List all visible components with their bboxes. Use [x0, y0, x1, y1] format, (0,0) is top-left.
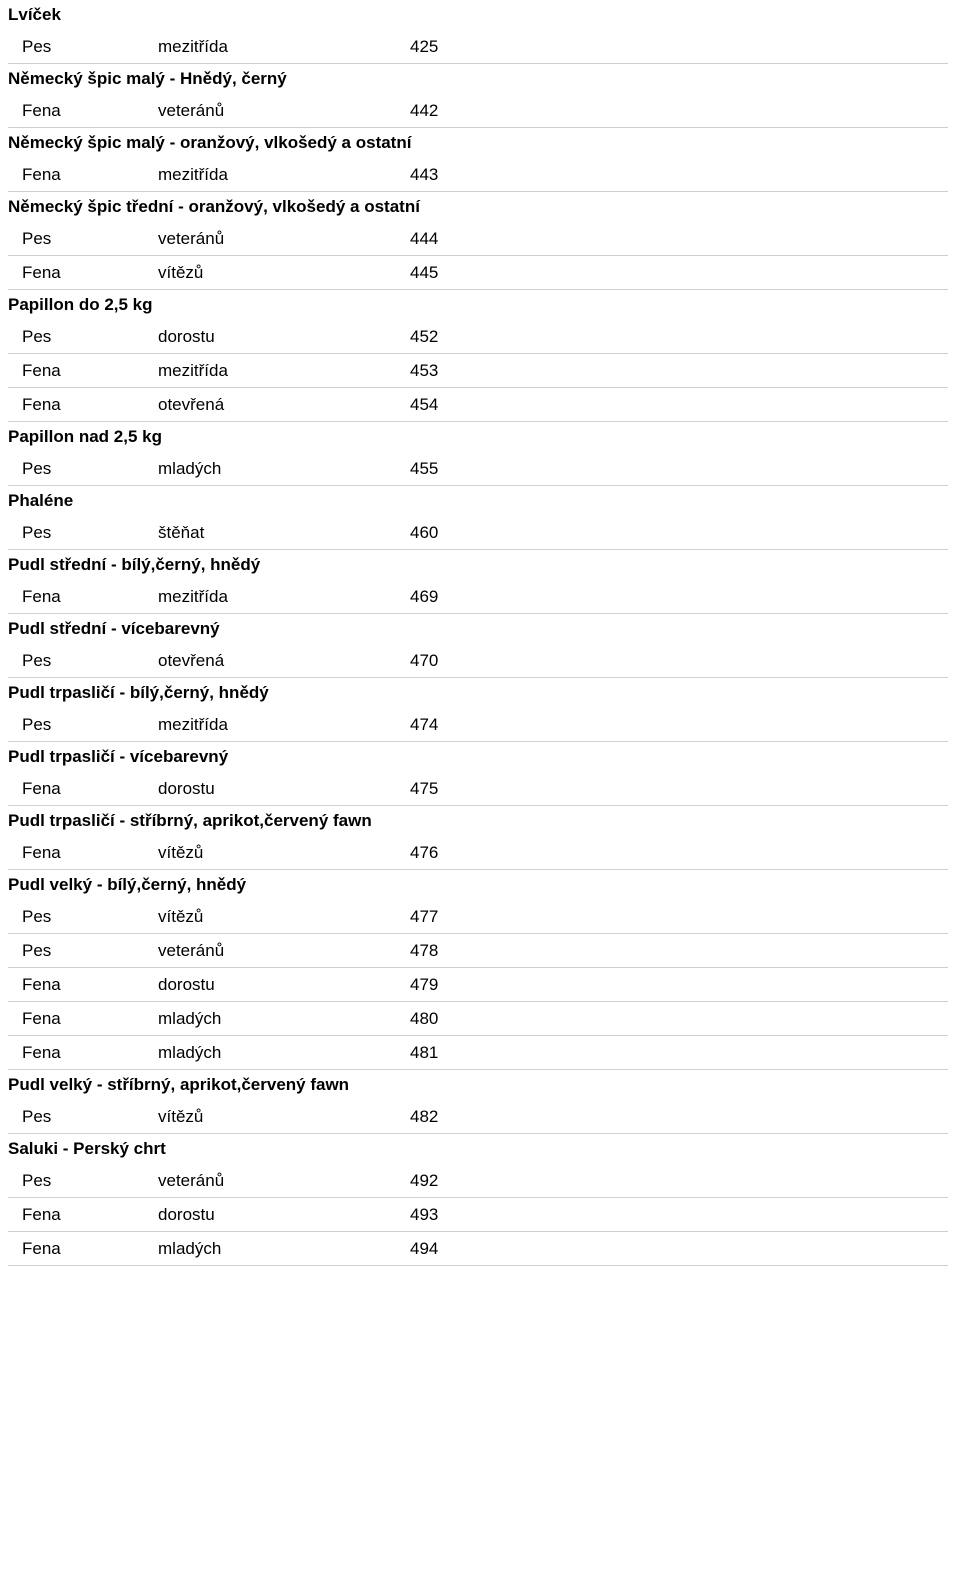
entry-class: mladých — [158, 459, 222, 478]
entry-number: 478 — [410, 941, 439, 960]
entry-sex: Pes — [22, 907, 52, 926]
entry-row — [8, 1100, 948, 1134]
entry-class: štěňat — [158, 523, 205, 542]
entry-row — [8, 320, 948, 354]
entry-sex: Pes — [22, 1171, 52, 1190]
entry-number: 492 — [410, 1171, 439, 1190]
entry-sex: Fena — [22, 1009, 61, 1028]
entry-sex: Pes — [22, 1107, 52, 1126]
breed-heading: Pudl velký - stříbrný, aprikot,červený fawn — [8, 1075, 350, 1094]
entry-class: veteránů — [158, 941, 225, 960]
breed-group — [0, 742, 960, 806]
breed-heading: Německý špic malý - Hnědý, černý — [8, 69, 287, 88]
entry-class: mezitřída — [158, 361, 228, 380]
breed-heading: Pudl střední - vícebarevný — [8, 619, 220, 638]
entry-sex: Pes — [22, 229, 52, 248]
entry-row — [8, 452, 948, 486]
entry-number: 453 — [410, 361, 439, 380]
entry-class: vítězů — [158, 1107, 204, 1126]
breed-group — [0, 550, 960, 614]
entry-sex: Fena — [22, 1205, 61, 1224]
entry-number: 494 — [410, 1239, 439, 1258]
entry-class: mezitřída — [158, 37, 228, 56]
entry-number: 470 — [410, 651, 439, 670]
breed-heading: Papillon do 2,5 kg — [8, 295, 153, 314]
entry-row — [8, 1198, 948, 1232]
entry-number: 443 — [410, 165, 439, 184]
breed-group — [0, 128, 960, 192]
entry-row — [8, 934, 948, 968]
entry-row — [8, 580, 948, 614]
entry-sex: Fena — [22, 1043, 61, 1062]
breed-heading: Pudl střední - bílý,černý, hnědý — [8, 555, 261, 574]
entry-row — [8, 222, 948, 256]
entry-number: 480 — [410, 1009, 439, 1028]
entry-class: veteránů — [158, 1171, 225, 1190]
entry-row — [8, 1164, 948, 1198]
entry-sex: Fena — [22, 843, 61, 862]
entry-number: 479 — [410, 975, 439, 994]
entry-row — [8, 1002, 948, 1036]
entry-row — [8, 1232, 948, 1266]
entry-sex: Pes — [22, 37, 52, 56]
breed-group — [0, 0, 960, 64]
breed-heading: Lvíček — [8, 5, 61, 24]
entry-sex: Fena — [22, 165, 61, 184]
entry-number: 469 — [410, 587, 439, 606]
entry-number: 474 — [410, 715, 439, 734]
entry-number: 460 — [410, 523, 439, 542]
breed-group — [0, 678, 960, 742]
entry-class: mladých — [158, 1043, 222, 1062]
entry-number: 481 — [410, 1043, 439, 1062]
breed-group — [0, 1134, 960, 1266]
entry-number: 476 — [410, 843, 439, 862]
breed-group — [0, 192, 960, 290]
entry-sex: Pes — [22, 459, 52, 478]
entry-row — [8, 968, 948, 1002]
entry-sex: Fena — [22, 361, 61, 380]
entry-sex: Fena — [22, 101, 61, 120]
entry-row — [8, 772, 948, 806]
entry-row — [8, 708, 948, 742]
entry-class: dorostu — [158, 975, 215, 994]
breed-heading: Pudl trpasličí - stříbrný, aprikot,červený fawn — [8, 811, 372, 830]
entry-class: mezitřída — [158, 715, 228, 734]
breed-group — [0, 614, 960, 678]
entry-row — [8, 30, 948, 64]
entry-row — [8, 256, 948, 290]
entry-class: otevřená — [158, 395, 225, 414]
entry-row — [8, 354, 948, 388]
breed-heading: Německý špic třední - oranžový, vlkošedý a ostatní — [8, 197, 420, 216]
entry-class: vítězů — [158, 263, 204, 282]
entry-number: 475 — [410, 779, 439, 798]
entry-class: mladých — [158, 1239, 222, 1258]
entry-sex: Fena — [22, 263, 61, 282]
entry-number: 444 — [410, 229, 439, 248]
entry-row — [8, 1036, 948, 1070]
breed-group — [0, 64, 960, 128]
entry-row — [8, 836, 948, 870]
entry-row — [8, 158, 948, 192]
entry-number: 493 — [410, 1205, 439, 1224]
entry-number: 445 — [410, 263, 439, 282]
breed-group — [0, 422, 960, 486]
breed-group — [0, 806, 960, 870]
entry-sex: Pes — [22, 651, 52, 670]
entry-sex: Pes — [22, 523, 52, 542]
entry-class: dorostu — [158, 1205, 215, 1224]
breed-heading: Saluki - Perský chrt — [8, 1139, 166, 1158]
entry-class: vítězů — [158, 907, 204, 926]
entry-class: mezitřída — [158, 165, 228, 184]
entry-row — [8, 94, 948, 128]
breed-heading: Phaléne — [8, 491, 74, 510]
entry-number: 455 — [410, 459, 439, 478]
entry-number: 482 — [410, 1107, 439, 1126]
entry-number: 425 — [410, 37, 439, 56]
entry-class: dorostu — [158, 779, 215, 798]
entry-number: 452 — [410, 327, 439, 346]
entry-row — [8, 388, 948, 422]
entry-number: 454 — [410, 395, 439, 414]
entry-class: mezitřída — [158, 587, 228, 606]
breed-group — [0, 1070, 960, 1134]
entry-row — [8, 644, 948, 678]
entry-class: dorostu — [158, 327, 215, 346]
entry-sex: Pes — [22, 941, 52, 960]
breed-heading: Pudl trpasličí - bílý,černý, hnědý — [8, 683, 269, 702]
entry-number: 442 — [410, 101, 439, 120]
entry-sex: Fena — [22, 395, 61, 414]
entry-row — [8, 900, 948, 934]
entry-class: veteránů — [158, 229, 225, 248]
entry-sex: Fena — [22, 975, 61, 994]
breed-heading: Pudl velký - bílý,černý, hnědý — [8, 875, 247, 894]
entry-number: 477 — [410, 907, 439, 926]
entry-sex: Fena — [22, 587, 61, 606]
entry-sex: Pes — [22, 715, 52, 734]
breed-group — [0, 486, 960, 550]
breed-heading: Německý špic malý - oranžový, vlkošedý a ostatní — [8, 133, 412, 152]
breed-group — [0, 870, 960, 1070]
breed-heading: Papillon nad 2,5 kg — [8, 427, 162, 446]
entry-row — [8, 516, 948, 550]
entry-class: vítězů — [158, 843, 204, 862]
entry-class: otevřená — [158, 651, 225, 670]
entry-sex: Fena — [22, 779, 61, 798]
breed-group — [0, 290, 960, 422]
entry-class: veteránů — [158, 101, 225, 120]
entry-sex: Fena — [22, 1239, 61, 1258]
entry-class: mladých — [158, 1009, 222, 1028]
entry-sex: Pes — [22, 327, 52, 346]
breed-heading: Pudl trpasličí - vícebarevný — [8, 747, 229, 766]
